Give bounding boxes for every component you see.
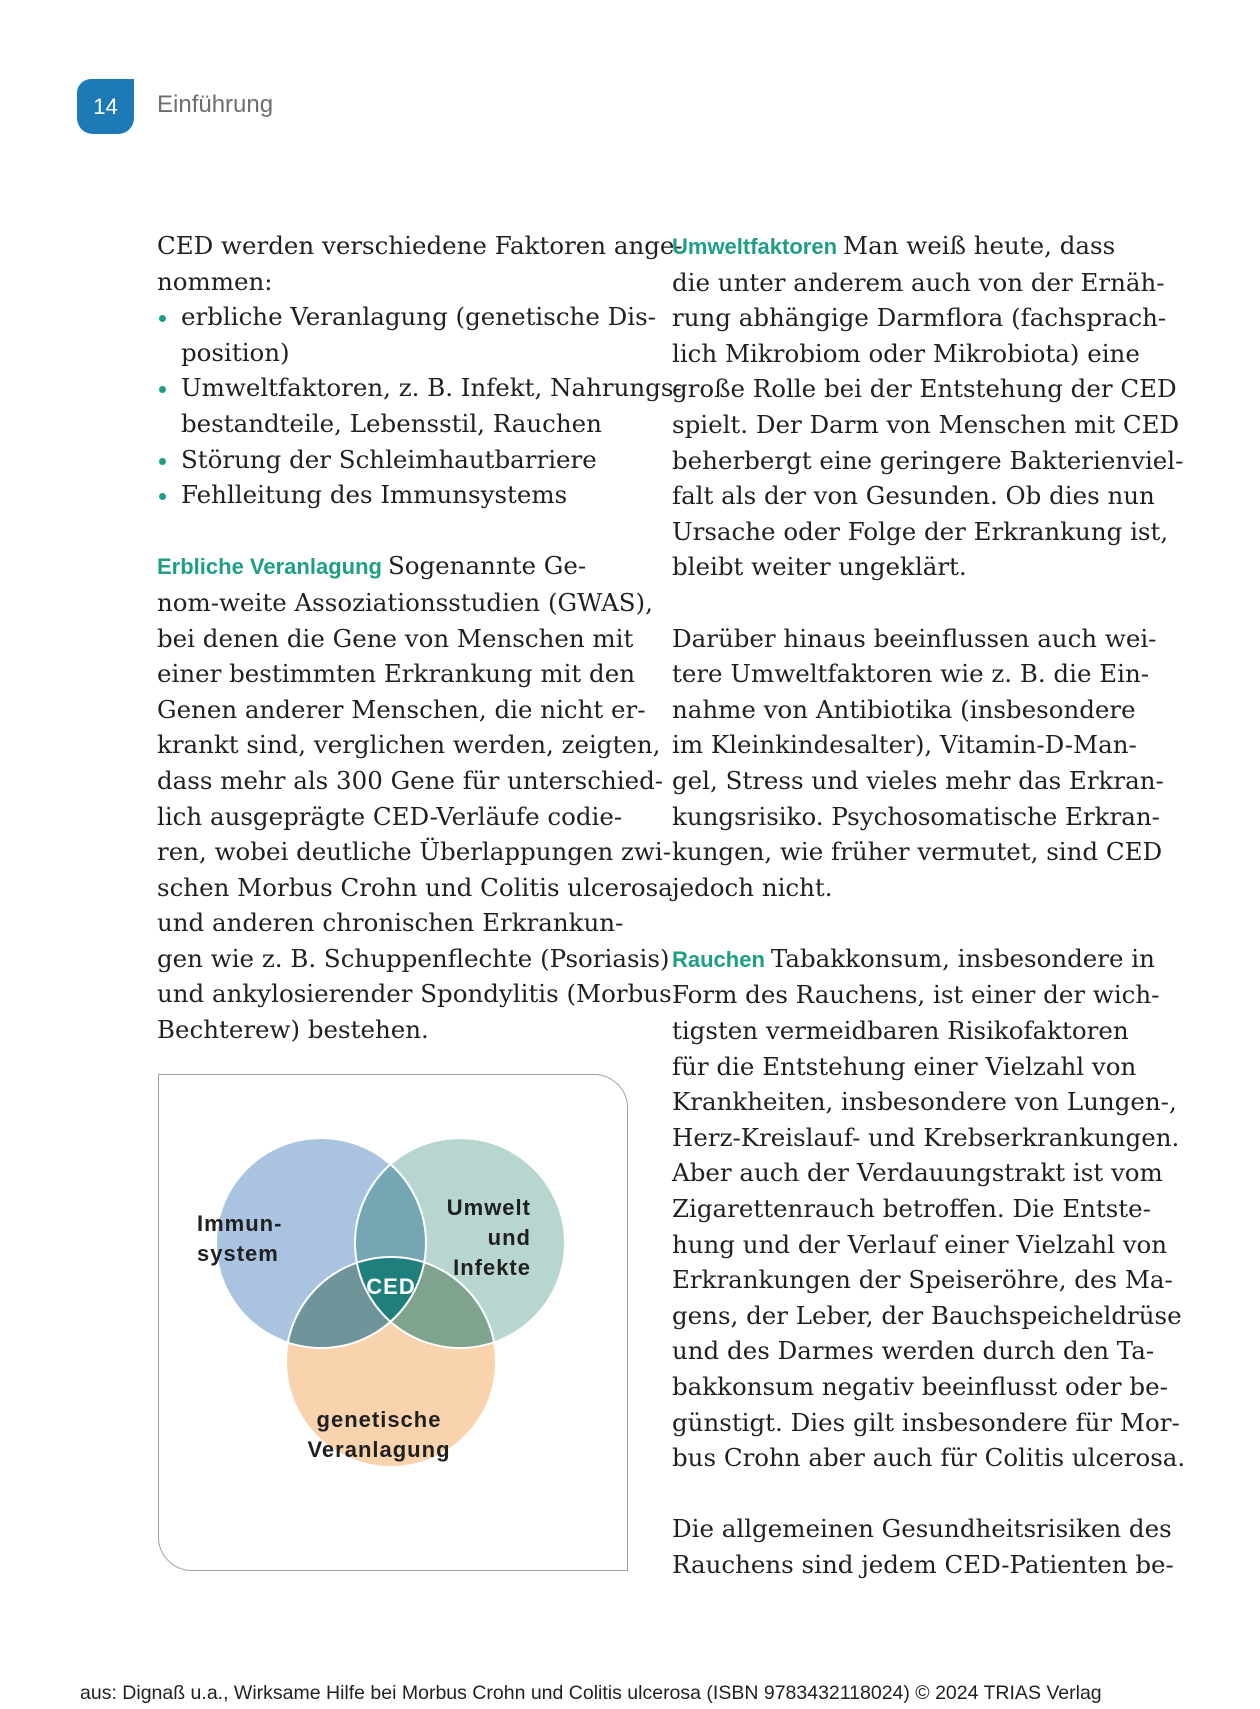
paragraph-umweltfaktoren [672,265,1184,585]
paragraph-line: hung und der Verlauf einer Vielzahl von [672,1229,1168,1259]
paragraph-line: spielt. Der Darm von Menschen mit CED [672,409,1180,439]
paragraph-line: und ankylosierender Spondylitis (Morbus [157,979,672,1009]
paragraph-line: und anderen chronischen Erkrankun- [157,908,624,938]
right-column [672,228,1186,1583]
list-item-text: bestandteile, Lebensstil, Rauchen [181,408,602,438]
venn-label-environment: Umwelt [446,1195,531,1220]
venn-label-environment: Infekte [453,1255,531,1280]
list-item-text: erbliche Veranlagung (genetische Dis- [181,302,656,332]
paragraph-line: Bechterew) bestehen. [157,1015,429,1045]
paragraph-line: gel, Stress und vieles mehr das Erkran- [672,765,1164,795]
paragraph-line [672,941,1155,978]
paragraph-line [672,228,1142,265]
paragraph-line: schen Morbus Crohn und Colitis ulcerosa [157,872,673,902]
list-item [157,299,656,370]
paragraph-line: Genen anderer Menschen, die nicht er- [157,694,646,724]
paragraph-line: große Rolle bei der Entstehung der CED [672,374,1177,404]
paragraph-text: Man weiß heute, dass [843,231,1116,260]
paragraph-rauchen [672,977,1186,1475]
venn-label-ced: CED [366,1274,416,1299]
list-item [157,370,682,441]
section-heading-erbliche-veranlagung: Erbliche Veranlagung [157,554,382,580]
paragraph-line: bus Crohn aber auch für Colitis ulcerosa. [672,1443,1186,1473]
paragraph-line: Form des Rauchens, ist einer der wich- [672,980,1160,1010]
section-heading-umweltfaktoren: Umweltfaktoren [672,234,838,259]
paragraph-line: im Kleinkindesalter), Vitamin-D-Man- [672,730,1137,760]
paragraph-line: für die Entstehung einer Vielzahl von [672,1051,1137,1081]
page-number-badge: 14 [77,79,134,134]
paragraph-line: Rauchens sind jedem CED-Patienten be- [672,1549,1174,1579]
paragraph-line: Zigarettenrauch betroffen. Die Entste- [672,1194,1151,1224]
paragraph-erbliche-veranlagung [157,585,673,1048]
venn-diagram-box [158,1074,628,1571]
paragraph-line: kungen, wie früher vermutet, sind CED [672,837,1163,867]
paragraph-line: dass mehr als 300 Gene für unterschied- [157,765,664,795]
paragraph-line: rung abhängige Darmflora (fachsprach- [672,303,1167,333]
paragraph-line: gens, der Leber, der Bauchspeicheldrüse [672,1300,1182,1330]
paragraph-text: Sogenannte Ge- [387,551,587,581]
paragraph-weitere-umweltfaktoren [672,621,1164,906]
venn-label-immune: Immun- [197,1211,283,1236]
paragraph-line: bleibt weiter ungeklärt. [672,552,967,582]
list-item [157,477,627,513]
footer-citation: aus: Dignaß u.a., Wirksame Hilfe bei Morbus Crohn und Colitis ulcerosa (ISBN 9783432118024) © 2024 TRIAS Verlag [80,1682,1102,1704]
list-item-text: Störung der Schleimhautbarriere [181,444,597,474]
paragraph-line: kungsrisiko. Psychosomatische Erkran- [672,801,1160,831]
paragraph-line: Die allgemeinen Gesundheitsrisiken des [672,1514,1172,1544]
paragraph-text: Tabakkonsum, insbesondere in [770,943,1155,973]
chapter-title: Einführung [157,91,274,118]
paragraph-line: lich Mikrobiom oder Mikrobiota) eine [672,338,1140,368]
paragraph-line: Erkrankungen der Speiseröhre, des Ma- [672,1265,1173,1295]
paragraph-line: Darüber hinaus beeinflussen auch wei- [672,623,1157,653]
list-item-text: Umweltfaktoren, z. B. Infekt, Nahrungs- [181,373,682,403]
paragraph-line: bakkonsum negativ beeinflusst oder be- [672,1372,1168,1401]
intro-line: CED werden verschiedene Faktoren ange- [157,231,683,260]
paragraph-line: falt als der von Gesunden. Ob dies nun [672,481,1155,511]
intro-line: nommen: [157,266,273,296]
paragraph-line: und des Darmes werden durch den Ta- [672,1336,1155,1366]
paragraph-line: Krankheiten, insbesondere von Lungen-, [672,1087,1177,1117]
list-item [157,442,627,478]
paragraph-line: nahme von Antibiotika (insbesondere [672,694,1136,724]
paragraph-line: nom-weite Assoziationsstudien (GWAS), [157,587,653,617]
paragraph-line: beherbergt eine geringere Bakterienviel- [672,445,1184,475]
venn-label-genetic: Veranlagung [307,1437,451,1462]
paragraph-line: Herz-Kreislauf- und Krebserkrankungen. [672,1122,1180,1152]
left-column [157,228,683,1048]
paragraph-line: ren, wobei deutliche Überlappungen zwi- [157,837,672,867]
paragraph-line: tere Umweltfaktoren wie z. B. die Ein- [672,659,1150,689]
list-item-text: Fehlleitung des Immunsystems [181,480,568,510]
paragraph-line: tigsten vermeidbaren Risikofaktoren [672,1016,1129,1046]
paragraph-line: bei denen die Gene von Menschen mit [157,623,634,653]
venn-diagram [159,1075,629,1572]
venn-label-environment: und [487,1225,531,1250]
paragraph-line: die unter anderem auch von der Ernäh- [672,267,1165,297]
paragraph-line: lich ausgeprägte CED-Verläufe codie- [157,801,623,831]
venn-label-immune: system [197,1241,279,1266]
paragraph-line: jedoch nicht. [672,872,833,902]
paragraph-line [157,548,627,585]
paragraph-line: Ursache oder Folge der Erkrankung ist, [672,516,1169,546]
list-item-text: position) [181,337,290,367]
venn-label-genetic: genetische [316,1407,442,1432]
paragraph-line: günstigt. Dies gilt insbesondere für Mor- [672,1407,1180,1437]
paragraph-line: Aber auch der Verdauungstrakt ist vom [672,1158,1163,1188]
paragraph-line: gen wie z. B. Schuppenflechte (Psoriasis) [157,943,670,973]
paragraph-line: einer bestimmten Erkrankung mit den [157,659,636,689]
section-heading-rauchen: Rauchen [672,946,765,972]
paragraph-gesundheitsrisiken [672,1511,1174,1582]
paragraph-line: krankt sind, verglichen werden, zeigten, [157,730,661,760]
